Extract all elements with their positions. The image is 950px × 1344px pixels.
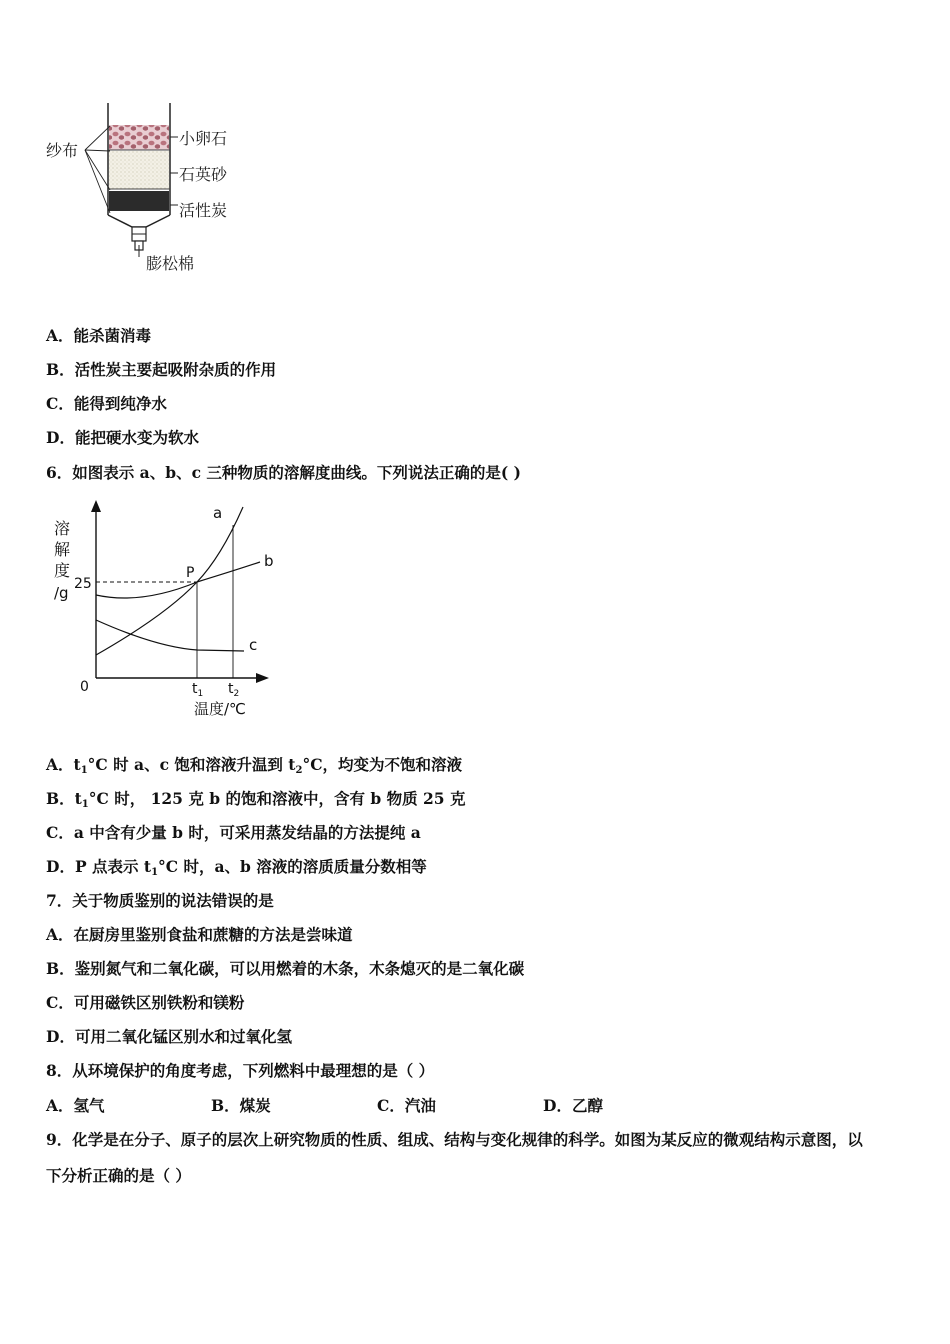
- y-label-3: 度: [54, 561, 71, 580]
- label-gauze: 纱布: [46, 141, 79, 160]
- q6-option-a: A．$t_1^\circ C$ 时 a、c 饱和溶液升温到 $t_2^\circ C$，均变为不饱和溶液: [46, 755, 463, 776]
- q8-options: [46, 1096, 603, 1116]
- point-p-label: P: [186, 565, 195, 581]
- q8-option-d: D．乙醇: [543, 1096, 603, 1115]
- x-axis-arrow: [256, 673, 269, 683]
- q9-stem-line2: 下分析正确的是（ ）: [46, 1166, 191, 1185]
- q7-option-c: C．可用磁铁区别铁粉和镁粉: [46, 993, 245, 1012]
- origin-label: 0: [80, 679, 89, 695]
- q7-option-a: A．在厨房里鉴别食盐和蔗糖的方法是尝味道: [46, 925, 353, 944]
- q6-option-c: C．a 中含有少量 b 时，可采用蒸发结晶的方法提纯 a: [46, 823, 421, 842]
- solubility-chart: [46, 495, 286, 720]
- label-activated-carbon: 活性炭: [179, 201, 228, 220]
- series-label-c: c: [249, 636, 258, 654]
- q8-option-a: A．氢气: [46, 1096, 105, 1115]
- y-tick-25: 25: [74, 576, 92, 592]
- series-label-a: a: [213, 504, 223, 522]
- water-filter-figure: [40, 95, 250, 280]
- q6-stem: 6．如图表示 a、b、c 三种物质的溶解度曲线。下列说法正确的是( ): [46, 463, 521, 482]
- pebble-layer: [109, 125, 169, 150]
- q8-option-b: B．煤炭: [211, 1096, 271, 1115]
- x-tick-t2: $t_2$: [228, 681, 240, 699]
- quartz-sand-layer: [109, 151, 169, 189]
- q5-option-d: D．能把硬水变为软水: [46, 428, 199, 447]
- label-pebbles: 小卵石: [179, 129, 228, 148]
- y-label-2: 解: [54, 540, 71, 559]
- q8-option-c: C．汽油: [377, 1096, 436, 1115]
- x-tick-t1: $t_1$: [192, 681, 204, 699]
- x-axis-label: 温度/℃: [194, 700, 246, 718]
- q7-option-d: D．可用二氧化锰区别水和过氧化氢: [46, 1027, 292, 1046]
- activated-carbon-layer: [109, 191, 169, 211]
- q7-stem: 7．关于物质鉴别的说法错误的是: [46, 891, 274, 910]
- q8-stem: 8．从环境保护的角度考虑，下列燃料中最理想的是（ ）: [46, 1061, 435, 1080]
- series-label-b: b: [264, 552, 274, 570]
- y-label-1: 溶: [54, 519, 71, 538]
- q7-option-b: B．鉴别氮气和二氧化碳，可以用燃着的木条，木条熄灭的是二氧化碳: [46, 959, 525, 978]
- q5-option-b: B．活性炭主要起吸附杂质的作用: [46, 360, 277, 379]
- curve-c: [96, 620, 244, 651]
- curve-b: [96, 562, 260, 598]
- label-quartz-sand: 石英砂: [179, 165, 228, 184]
- label-cotton: 膨松棉: [146, 254, 195, 273]
- q9-stem-line1: 9．化学是在分子、原子的层次上研究物质的性质、组成、结构与变化规律的科学。如图为某反应的微观结构示意图，以: [46, 1130, 863, 1149]
- q6-option-b: B．$t_1^\circ C$ 时， 125 克 b 的饱和溶液中，含有 b 物质 25 克: [46, 789, 466, 810]
- y-axis-arrow: [91, 500, 101, 512]
- q6-option-d: D．P 点表示 $t_1^\circ C$ 时，a、b 溶液的溶质质量分数相等: [46, 857, 427, 878]
- curve-a: [96, 507, 243, 655]
- q5-option-a: A．能杀菌消毒: [46, 326, 152, 345]
- q5-option-c: C．能得到纯净水: [46, 394, 167, 413]
- y-label-4: /g: [54, 584, 69, 602]
